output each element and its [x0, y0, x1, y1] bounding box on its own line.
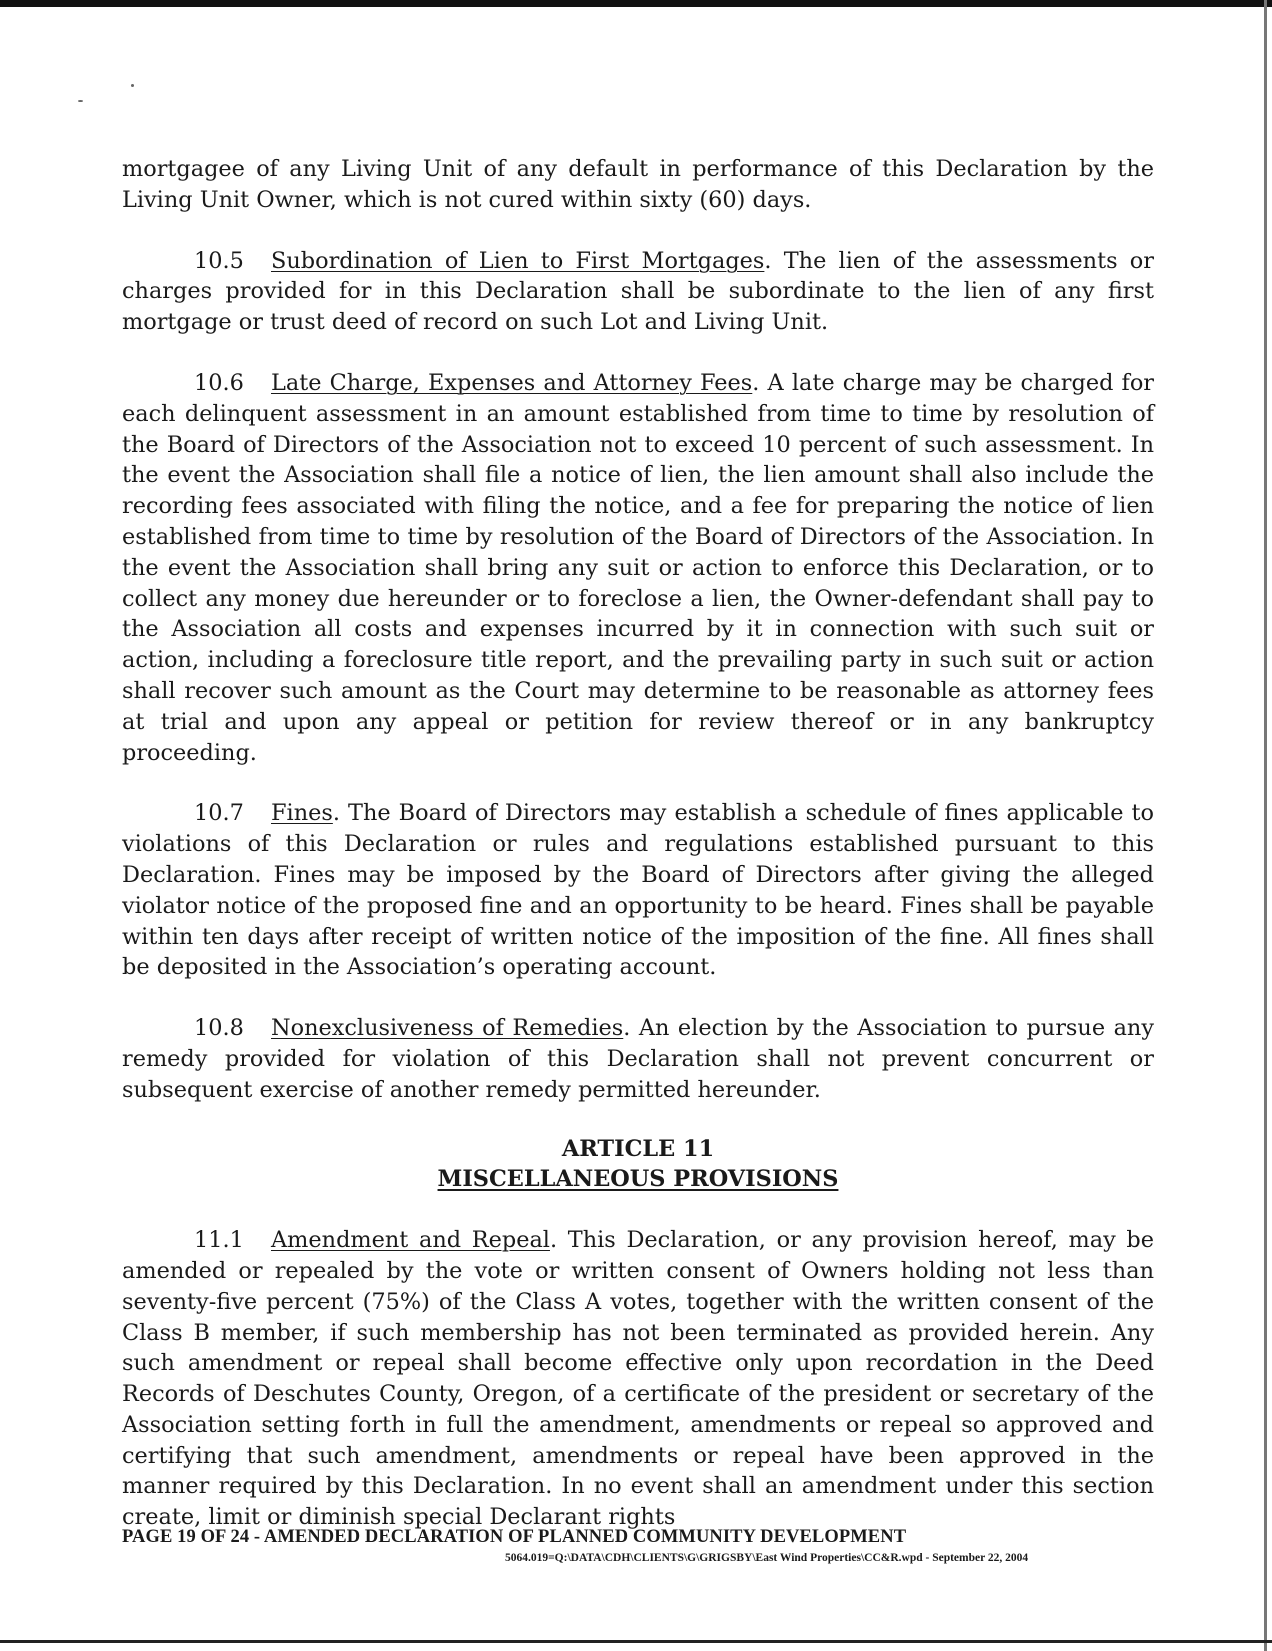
section-heading: Subordination of Lien to First Mortgages — [271, 247, 765, 274]
scan-speck — [131, 84, 134, 87]
section-text: . The lien of the assessments or charges provided for in this Declaration shall be subordinate to the lien of any first mortgage or trust deed of record on such Lot and Living Unit. — [122, 247, 1154, 336]
section-10-7 — [122, 798, 1154, 983]
scan-right-edge — [1264, 0, 1267, 1651]
section-heading: Nonexclusiveness of Remedies — [271, 1015, 624, 1042]
document-body — [122, 154, 1154, 1533]
section-text: . This Declaration, or any provision hereof, may be amended or repealed by the vote or written consent of Owners holding not less than seventy-five percent (75%) of the Class A votes, together with the written consent of the Class B member, if such membership has not been terminated as provided herein. Any such amendment or repeal shall become effective only upon recordation in the Deed Records of Deschutes County, Oregon, of a certificate of the president or secretary of the Association setting forth in full the amendment, amendments or repeal so approved and certifying that such amendment, amendments or repeal have been approved in the manner required by this Declaration. In no event shall an amendment under this section create, limit or diminish special Declarant rights — [122, 1227, 1154, 1531]
footer-file-path: 5064.019=Q:\DATA\CDH\CLIENTS\G\GRIGSBY\East Wind Properties\CC&R.wpd - September 22, 2004 — [505, 1552, 1029, 1564]
section-number: 10.5 — [194, 247, 244, 274]
section-11-1 — [122, 1225, 1154, 1533]
article-heading — [122, 1134, 1154, 1196]
scan-top-edge — [0, 0, 1272, 7]
section-10-5 — [122, 246, 1154, 338]
paragraph-text: mortgagee of any Living Unit of any default in performance of this Declaration by the Living Unit Owner, which is not cured within sixty (60) days. — [122, 156, 1154, 213]
section-number: 10.6 — [194, 369, 244, 396]
section-number: 10.8 — [194, 1015, 244, 1042]
section-10-6 — [122, 368, 1154, 768]
section-text: . The Board of Directors may establish a schedule of fines applicable to violations of this Declaration or rules and regulations established pursuant to this Declaration. Fines may be imposed by the Board of Directors after giving the alleged violator notice of the proposed fine and an opportunity to be heard. Fines shall be payable within ten days after receipt of written notice of the imposition of the fine. All fines shall be deposited in the Association’s operating account. — [122, 800, 1154, 981]
section-10-8 — [122, 1013, 1154, 1105]
scan-bottom-edge — [0, 1640, 1272, 1643]
scan-speck — [78, 100, 83, 102]
article-number: ARTICLE 11 — [561, 1135, 715, 1162]
article-title: MISCELLANEOUS PROVISIONS — [437, 1166, 839, 1193]
section-heading: Late Charge, Expenses and Attorney Fees — [271, 369, 753, 396]
page-footer: PAGE 19 OF 24 - AMENDED DECLARATION OF PLANNED COMMUNITY DEVELOPMENT — [122, 1527, 907, 1547]
section-number: 11.1 — [194, 1227, 244, 1254]
section-text: . A late charge may be charged for each delinquent assessment in an amount established from time to time by resolution of the Board of Directors of the Association not to exceed 10 percent of such assessment. In the event the Association shall file a notice of lien, the lien amount shall also include the recording fees associated with filing the notice, and a fee for preparing the notice of lien established from time to time by resolution of the Board of Directors of the Association. In the event the Association shall bring any suit or action to enforce this Declaration, or to collect any money due hereunder or to foreclose a lien, the Owner-defendant shall pay to the Association all costs and expenses incurred by it in connection with such suit or action, including a foreclosure title report, and the prevailing party in such suit or action shall recover such amount as the Court may determine to be reasonable as attorney fees at trial and upon any appeal or petition for review thereof or in any bankruptcy proceeding. — [122, 369, 1154, 766]
section-text: . An election by the Association to pursue any remedy provided for violation of this Declaration shall not prevent concurrent or subsequent exercise of another remedy permitted hereunder. — [122, 1015, 1154, 1103]
section-heading: Amendment and Repeal — [271, 1227, 550, 1254]
section-number: 10.7 — [194, 800, 244, 827]
section-heading: Fines — [271, 800, 333, 827]
paragraph-continuation — [122, 154, 1154, 216]
